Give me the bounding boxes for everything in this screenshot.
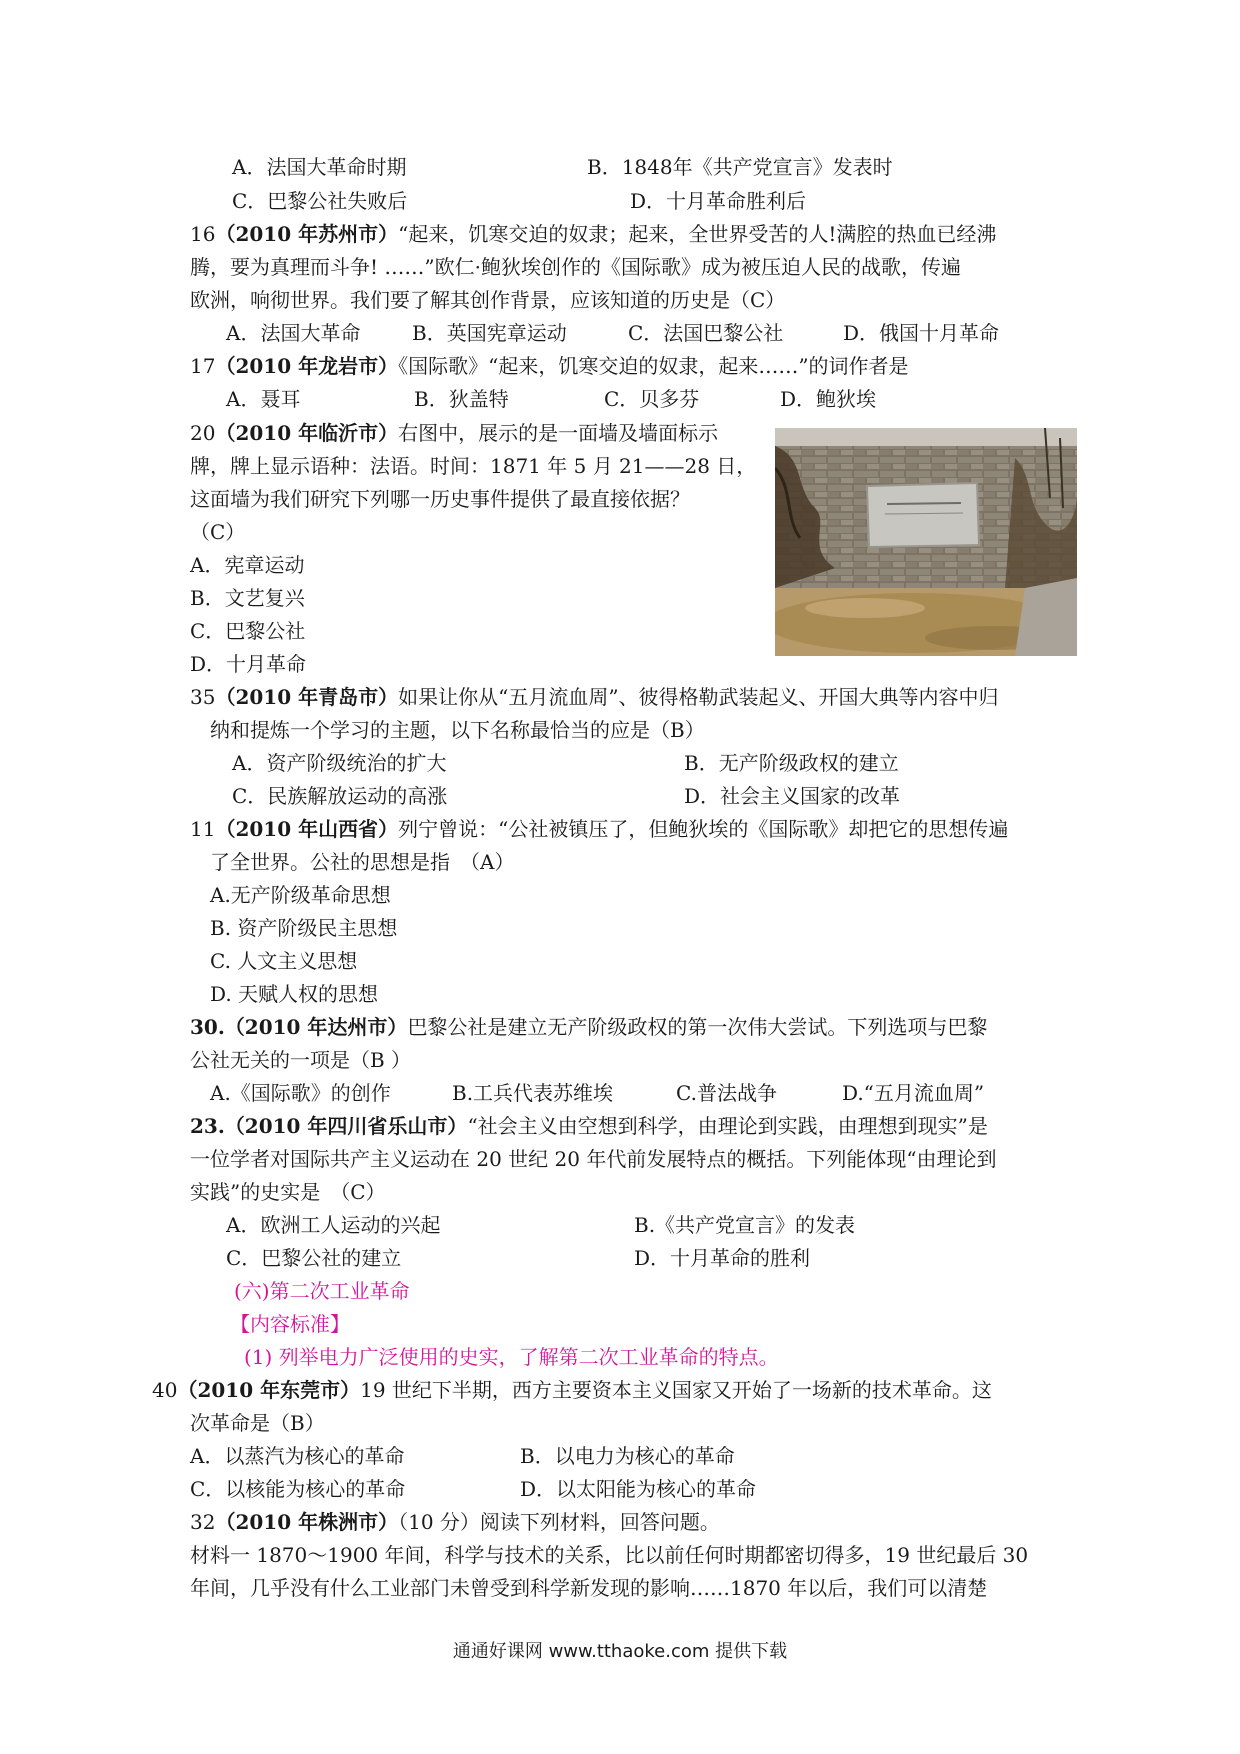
- option-c: C．巴黎公社失败后: [232, 189, 408, 213]
- question-source: （2010 年临沂市）: [215, 421, 399, 445]
- option-b: B．无产阶级政权的建立: [684, 751, 899, 775]
- question-text: 纳和提炼一个学习的主题，以下名称最恰当的应是（B）: [210, 718, 705, 742]
- question-text: 年间，几乎没有什么工业部门未曾受到科学新发现的影响……1870 年以后，我们可以清楚: [190, 1576, 988, 1600]
- question-23: [190, 1113, 988, 1139]
- option-a: A．宪章运动: [190, 553, 305, 577]
- option-d: D．社会主义国家的改革: [684, 784, 901, 808]
- question-text: 腾，要为真理而斗争! ……”欧仁·鲍狄埃创作的《国际歌》成为被压迫人民的战歌，传遍: [190, 255, 961, 279]
- question-number: 20: [190, 421, 216, 445]
- option-a: A．欧洲工人运动的兴起: [226, 1213, 441, 1237]
- option-b: B．英国宪章运动: [412, 321, 567, 345]
- option-c: C．民族解放运动的高涨: [232, 784, 448, 808]
- question-number: 23.: [190, 1114, 225, 1138]
- question-text: 实践”的史实是 （C）: [190, 1180, 386, 1204]
- option-c: C．法国巴黎公社: [628, 321, 784, 345]
- question-text: 牌，牌上显示语种：法语。时间：1871 年 5 月 21——28 日，: [190, 454, 757, 478]
- question-text: 列宁曾说：“公社被镇压了，但鲍狄埃的《国际歌》却把它的思想传遍: [398, 817, 1009, 841]
- question-text: 巴黎公社是建立无产阶级政权的第一次伟大尝试。下列选项与巴黎: [407, 1015, 988, 1039]
- question-text: 《国际歌》“起来，饥寒交迫的奴隶，起来……”的词作者是: [398, 354, 909, 378]
- option-b: B.《共产党宣言》的发表: [634, 1213, 856, 1237]
- option-c: C. 人文主义思想: [210, 949, 358, 973]
- option-d: D．十月革命: [190, 652, 307, 676]
- option-b: B．文艺复兴: [190, 586, 305, 610]
- question-11: [190, 816, 1008, 842]
- question-number: 40: [152, 1378, 178, 1402]
- question-text: 19 世纪下半期，西方主要资本主义国家又开始了一场新的技术革命。这: [360, 1378, 992, 1402]
- question-text: （10 分）阅读下列材料，回答问题。: [398, 1510, 720, 1534]
- question-source: （2010 年山西省）: [215, 817, 399, 841]
- content-standard-label: 【内容标准】: [230, 1312, 350, 1336]
- question-source: （2010 年苏州市）: [215, 222, 399, 246]
- question-number: 17: [190, 354, 216, 378]
- question-text: 右图中，展示的是一面墙及墙面标示: [398, 421, 719, 445]
- option-c: C．巴黎公社: [190, 619, 306, 643]
- question-32: [190, 1509, 720, 1535]
- question-number: 11: [190, 817, 216, 841]
- question-source: （2010 年达州市）: [224, 1015, 408, 1039]
- question-text: “起来，饥寒交迫的奴隶；起来，全世界受苦的人!满腔的热血已经沸: [398, 222, 997, 246]
- option-d: D．以太阳能为核心的革命: [520, 1477, 757, 1501]
- option-c: C.普法战争: [676, 1081, 777, 1105]
- question-text: 欧洲，响彻世界。我们要了解其创作背景，应该知道的历史是（C）: [190, 288, 786, 312]
- option-a: A.《国际歌》的创作: [210, 1081, 391, 1105]
- question-20: [190, 420, 718, 446]
- wall-photo: [775, 428, 1077, 656]
- question-30: [190, 1014, 987, 1040]
- content-standard-item: (1) 列举电力广泛使用的史实，了解第二次工业革命的特点。: [244, 1345, 779, 1369]
- option-b: B．1848年《共产党宣言》发表时: [587, 155, 893, 179]
- page-footer: 通通好课网 www.tthaoke.com 提供下载: [452, 1641, 788, 1662]
- option-d: D．十月革命的胜利: [634, 1246, 811, 1270]
- option-d: D．鲍狄埃: [780, 387, 877, 411]
- option-a: A．资产阶级统治的扩大: [232, 751, 447, 775]
- option-c: C．贝多芬: [604, 387, 700, 411]
- question-40: [152, 1377, 992, 1403]
- question-source: （2010 年龙岩市）: [215, 354, 399, 378]
- question-number: 32: [190, 1510, 216, 1534]
- question-text: 如果让你从“五月流血周”、彼得格勒武装起义、开国大典等内容中归: [398, 685, 999, 709]
- question-text: 材料一 1870～1900 年间，科学与技术的关系，比以前任何时期都密切得多，19 世纪最后 30: [190, 1543, 1029, 1567]
- question-text: 公社无关的一项是（B ）: [190, 1048, 412, 1072]
- option-d: D．俄国十月革命: [843, 321, 1000, 345]
- option-b: B．狄盖特: [414, 387, 509, 411]
- question-text: 次革命是（B）: [190, 1411, 325, 1435]
- option-c: C．以核能为核心的革命: [190, 1477, 406, 1501]
- question-text: 了全世界。公社的思想是指 （A）: [210, 850, 515, 874]
- option-a: A．以蒸汽为核心的革命: [190, 1444, 405, 1468]
- option-a: A．法国大革命: [226, 321, 361, 345]
- option-a: A．聂耳: [226, 387, 301, 411]
- question-text: 这面墙为我们研究下列哪一历史事件提供了最直接依据？: [190, 487, 690, 511]
- answer: （C）: [190, 520, 246, 544]
- question-text: “社会主义由空想到科学，由理论到实践，由理想到现实”是: [467, 1114, 988, 1138]
- question-17: [190, 353, 909, 379]
- option-a: A.无产阶级革命思想: [210, 883, 391, 907]
- option-a: A．法国大革命时期: [232, 155, 407, 179]
- option-b: B．以电力为核心的革命: [520, 1444, 735, 1468]
- question-source: （2010 年四川省乐山市）: [224, 1114, 468, 1138]
- question-number: 16: [190, 222, 216, 246]
- question-source: （2010 年株洲市）: [215, 1510, 399, 1534]
- option-c: C．巴黎公社的建立: [226, 1246, 402, 1270]
- question-text: 一位学者对国际共产主义运动在 20 世纪 20 年代前发展特点的概括。下列能体现“由理论到: [190, 1147, 997, 1171]
- option-b: B. 资产阶级民主思想: [210, 916, 398, 940]
- section-title: (六)第二次工业革命: [234, 1279, 410, 1303]
- question-35: [190, 684, 999, 710]
- option-d: D.“五月流血周”: [842, 1081, 985, 1105]
- question-source: （2010 年东莞市）: [177, 1378, 361, 1402]
- option-b: B.工兵代表苏维埃: [452, 1081, 614, 1105]
- question-16: [190, 221, 996, 247]
- option-d: D．十月革命胜利后: [630, 189, 807, 213]
- question-number: 30.: [190, 1015, 225, 1039]
- question-number: 35: [190, 685, 216, 709]
- option-d: D. 天赋人权的思想: [210, 982, 379, 1006]
- question-source: （2010 年青岛市）: [215, 685, 399, 709]
